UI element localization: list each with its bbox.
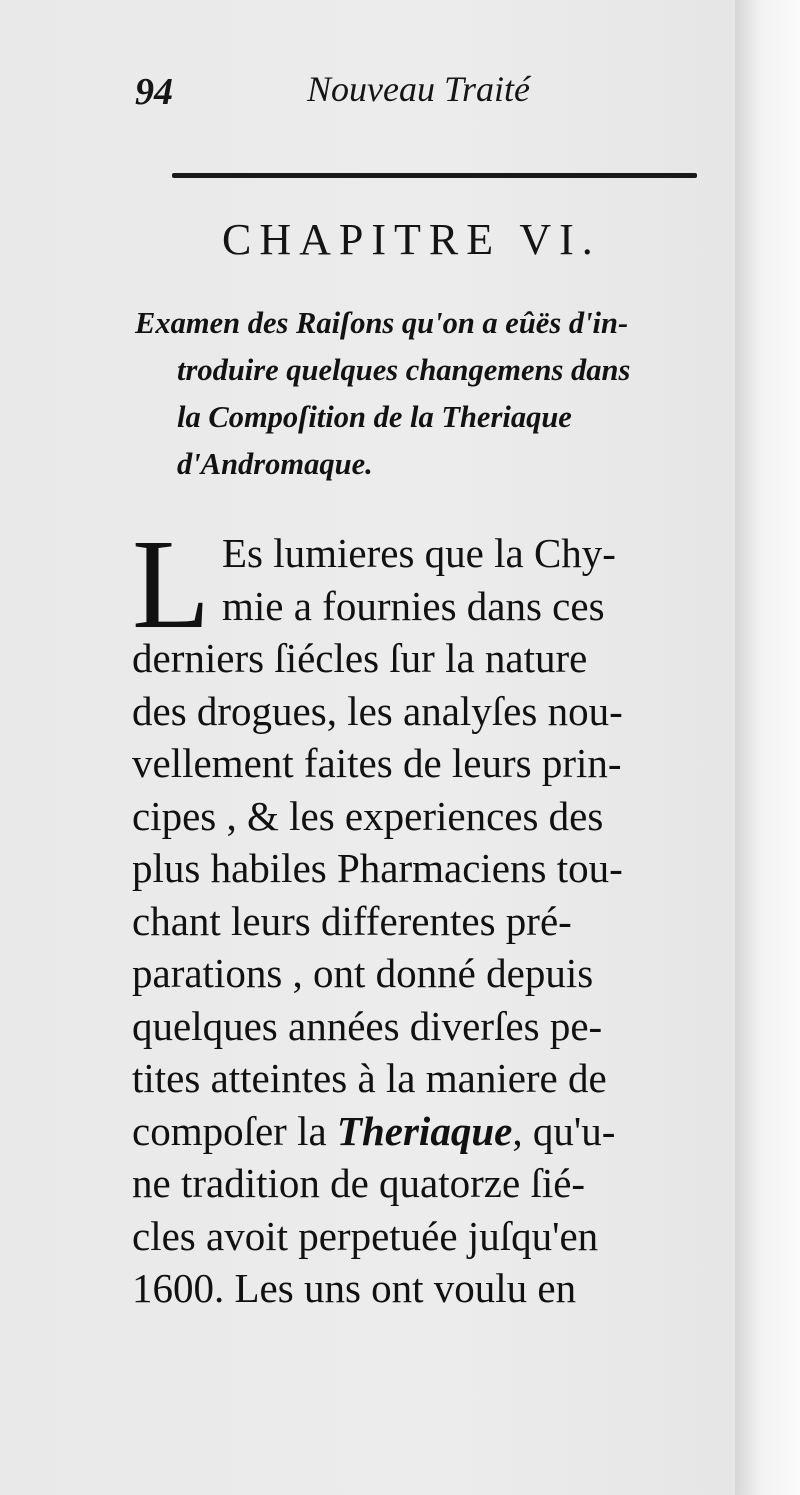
summary-line: la Compoſition de la Theriaque — [177, 400, 572, 434]
page-edge — [735, 0, 800, 1495]
running-title: Nouveau Traité — [307, 69, 530, 109]
body-line: vellement faites de leurs prin- — [132, 740, 622, 786]
header-rule — [172, 173, 697, 178]
body-line — [132, 1105, 732, 1158]
summary-line: d'Andromaque. — [177, 447, 373, 481]
summary-line: Examen des Raiſons qu'on a eûës d'in- — [135, 306, 629, 340]
body-line: des drogues, les analyſes nou- — [132, 687, 623, 734]
body-line: chant leurs differentes pré- — [132, 897, 572, 944]
summary-line: troduire quelques changemens dans — [177, 353, 631, 387]
body-line: quelques années diverſes pe- — [132, 1002, 603, 1049]
body-text-segment: compoſer la — [132, 1107, 337, 1154]
drop-cap: L — [132, 513, 211, 655]
body-line: derniers ſiécles ſur la nature — [132, 635, 588, 681]
body-text-segment: , qu'u- — [512, 1107, 616, 1154]
body-line: tites atteintes à la maniere de — [132, 1055, 607, 1101]
page-number: 94 — [135, 71, 173, 113]
chapter-title: CHAPITRE VI. — [222, 215, 601, 264]
body-line: 1600. Les uns ont voulu en — [132, 1265, 577, 1311]
body-line: parations , ont donné depuis — [132, 950, 594, 996]
body-line: Es lumieres que la Chy- — [222, 530, 616, 576]
body-line: mie a fournies dans ces — [222, 582, 605, 629]
page-header — [135, 66, 695, 116]
body-line: ne tradition de quatorze ſié- — [132, 1160, 586, 1206]
body-text — [132, 527, 732, 1315]
body-line: cles avoit perpetuée juſqu'en — [132, 1212, 599, 1259]
body-line: plus habiles Pharmaciens tou- — [132, 845, 623, 891]
theriaque-italic: Theriaque — [336, 1107, 513, 1154]
body-line: cipes , & les experiences des — [132, 792, 604, 839]
chapter-summary — [135, 300, 735, 488]
